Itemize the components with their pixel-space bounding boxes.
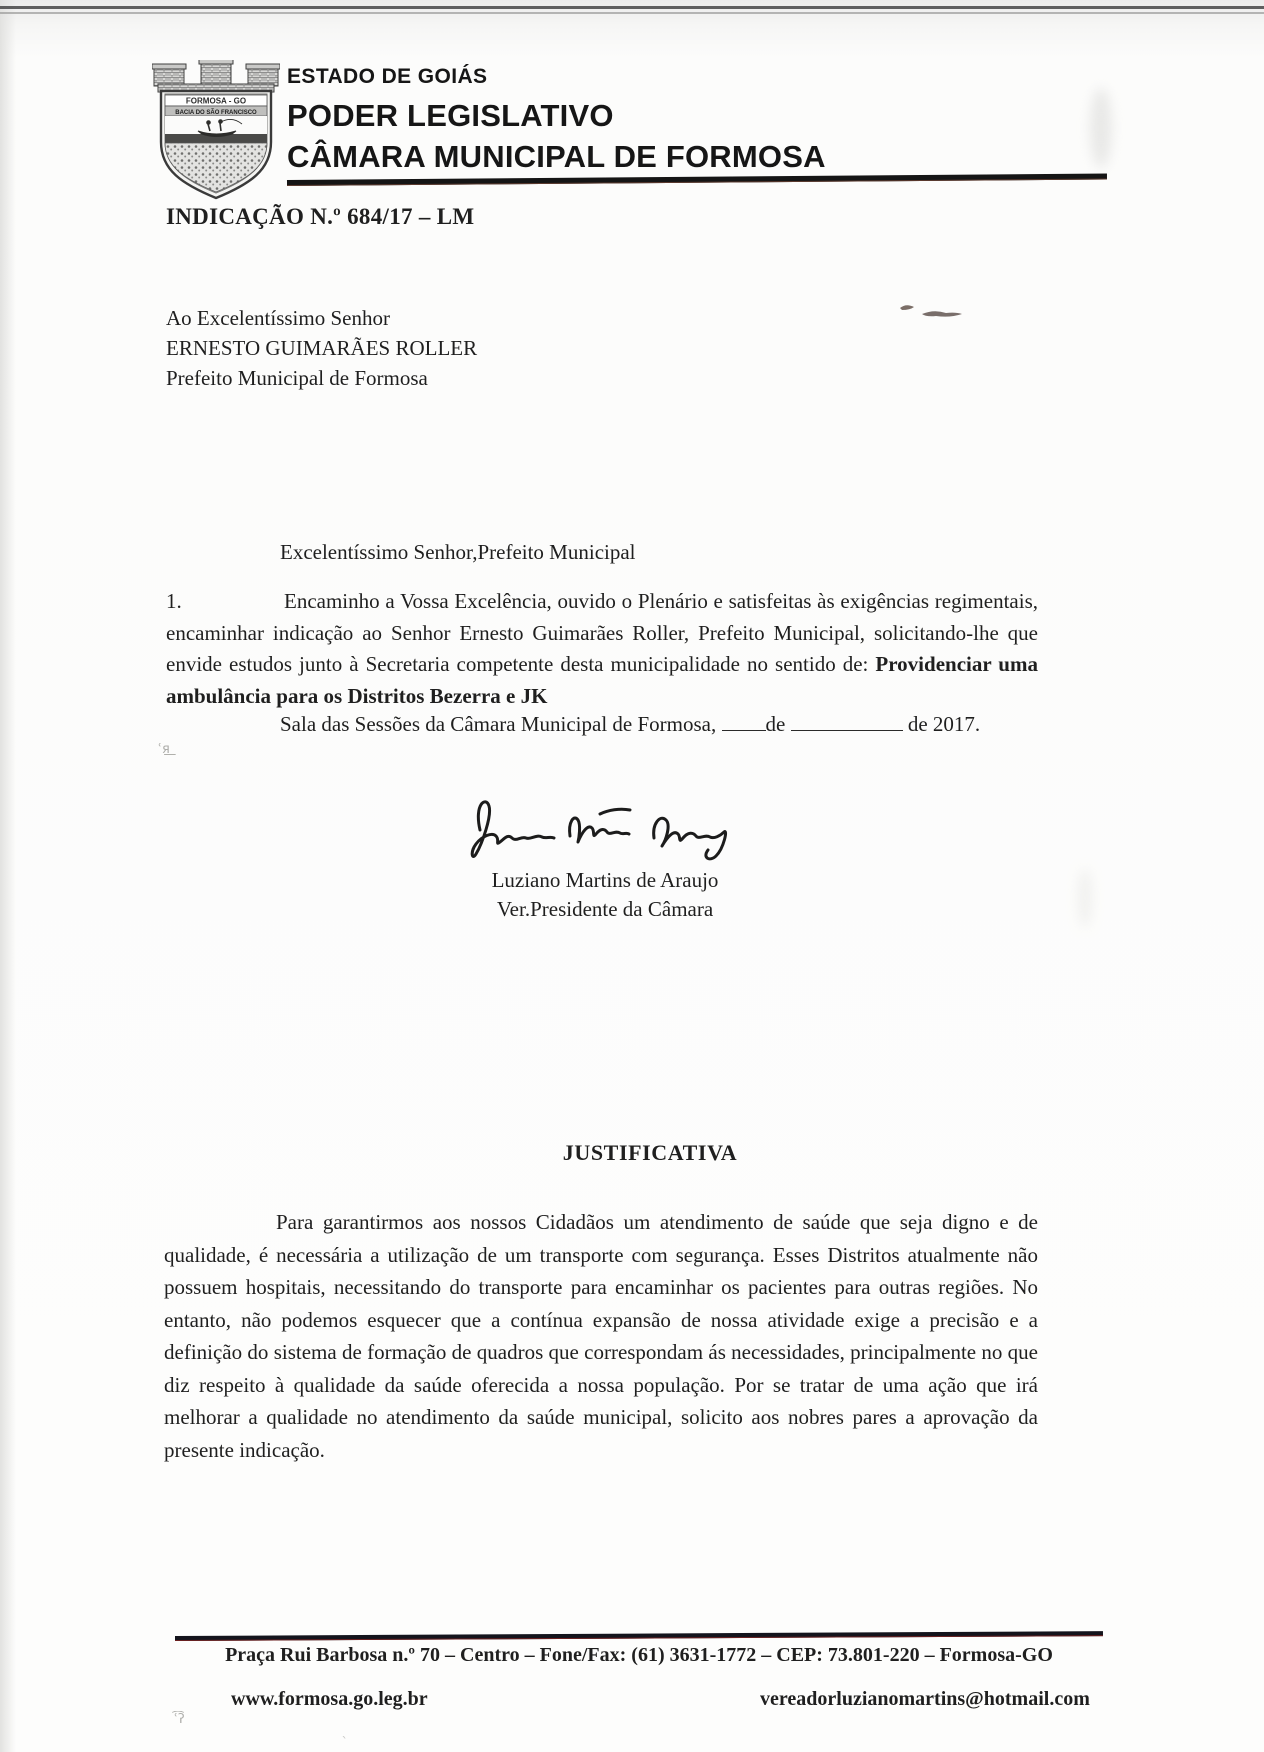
- ink-smudge: [898, 300, 964, 320]
- footer-address: Praça Rui Barbosa n.º 70 – Centro – Fone/Fax: (61) 3631-1772 – CEP: 73.801-220 – Formosa-GO: [225, 1644, 1053, 1666]
- place-date-prefix: Sala das Sessões da Câmara Municipal de Formosa,: [280, 712, 722, 736]
- request-text: Providenciar uma ambulância para os Distritos Bezerra e JK: [166, 652, 1038, 708]
- addressee-block: [166, 303, 477, 393]
- scan-artifact-shadow: [1078, 868, 1092, 928]
- pencil-mark: ʿ͡ʔ: [174, 1712, 185, 1727]
- place-date-suffix: de 2017.: [902, 712, 981, 736]
- addressee-salutation: Ao Excelentíssimo Senhor: [166, 306, 390, 330]
- place-date-line: [280, 712, 980, 737]
- letterhead-chamber: CÂMARA MUNICIPAL DE FORMOSA: [287, 139, 826, 174]
- letterhead-state: ESTADO DE GOIÁS: [287, 65, 488, 88]
- signer-name: Luziano Martins de Araujo: [491, 868, 719, 892]
- svg-text:FORMOSA - GO: FORMOSA - GO: [185, 96, 247, 106]
- footer-email: vereadorluzianomartins@hotmail.com: [760, 1688, 1090, 1710]
- addressee-title: Prefeito Municipal de Formosa: [166, 366, 428, 390]
- scan-artifact-top-line-2: [0, 12, 1264, 14]
- signer-title: Ver.Presidente da Câmara: [496, 897, 714, 921]
- footer-website: www.formosa.go.leg.br: [231, 1688, 428, 1710]
- formosa-coat-of-arms-logo: [152, 60, 280, 200]
- month-blank: [791, 712, 903, 731]
- addressee-name: ERNESTO GUIMARÃES ROLLER: [166, 336, 478, 360]
- pencil-mark: ʿя͟: [158, 742, 170, 757]
- handwritten-signature-icon: [462, 792, 742, 872]
- body-paragraph: [166, 586, 1038, 712]
- justification-heading: JUSTIFICATIVA: [562, 1140, 738, 1165]
- justification-paragraph: Para garantirmos aos nossos Cidadãos um atendimento de saúde que seja digno e de qualidade, é necessária a utilização de um transporte com segurança. Esses Distritos atualmente não possuem hospitais, necessitando do transporte para encaminhar os pacientes para outras regiões. No entanto, não podemos esquecer que a contínua expansão de nossa atividade exige a precisão e a definição do sistema de formação de quadros que correspondam ás necessidades, principalmente no que diz respeito à qualidade da saúde oferecida a nossa população. Por se tratar de uma ação que irá melhorar a qualidade no atendimento da saúde municipal, solicito aos nobres pares a aprovação da presente indicação.: [164, 1210, 1038, 1462]
- place-date-mid: de: [765, 712, 791, 736]
- mural-crown: [152, 60, 280, 92]
- scan-artifact-shadow: [1090, 88, 1112, 168]
- footer-rule: [175, 1631, 1103, 1641]
- letterhead: [287, 66, 826, 172]
- body-text: Encaminho a Vossa Excelência, ouvido o Plenário e satisfeitas às exigências regimentais, encaminhar indicação ao Senhor Ernesto Guimarães Roller, Prefeito Municipal, solicitando-lhe que envide estudos junto à Secretaria competente desta municipalidade no sentido de:: [166, 589, 1038, 676]
- scan-artifact-top-line: [0, 6, 1264, 9]
- letterhead-branch: PODER LEGISLATIVO: [287, 98, 614, 133]
- svg-text:BACIA DO SÃO FRANCISCO: BACIA DO SÃO FRANCISCO: [175, 109, 257, 116]
- day-blank: [722, 712, 766, 731]
- item-number: 1.: [166, 589, 182, 613]
- salutation-line: Excelentíssimo Senhor,Prefeito Municipal: [280, 540, 636, 564]
- header-rule: [287, 174, 1107, 186]
- signer-block: [410, 866, 800, 924]
- document-number: INDICAÇÃO N.º 684/17 – LM: [166, 204, 475, 229]
